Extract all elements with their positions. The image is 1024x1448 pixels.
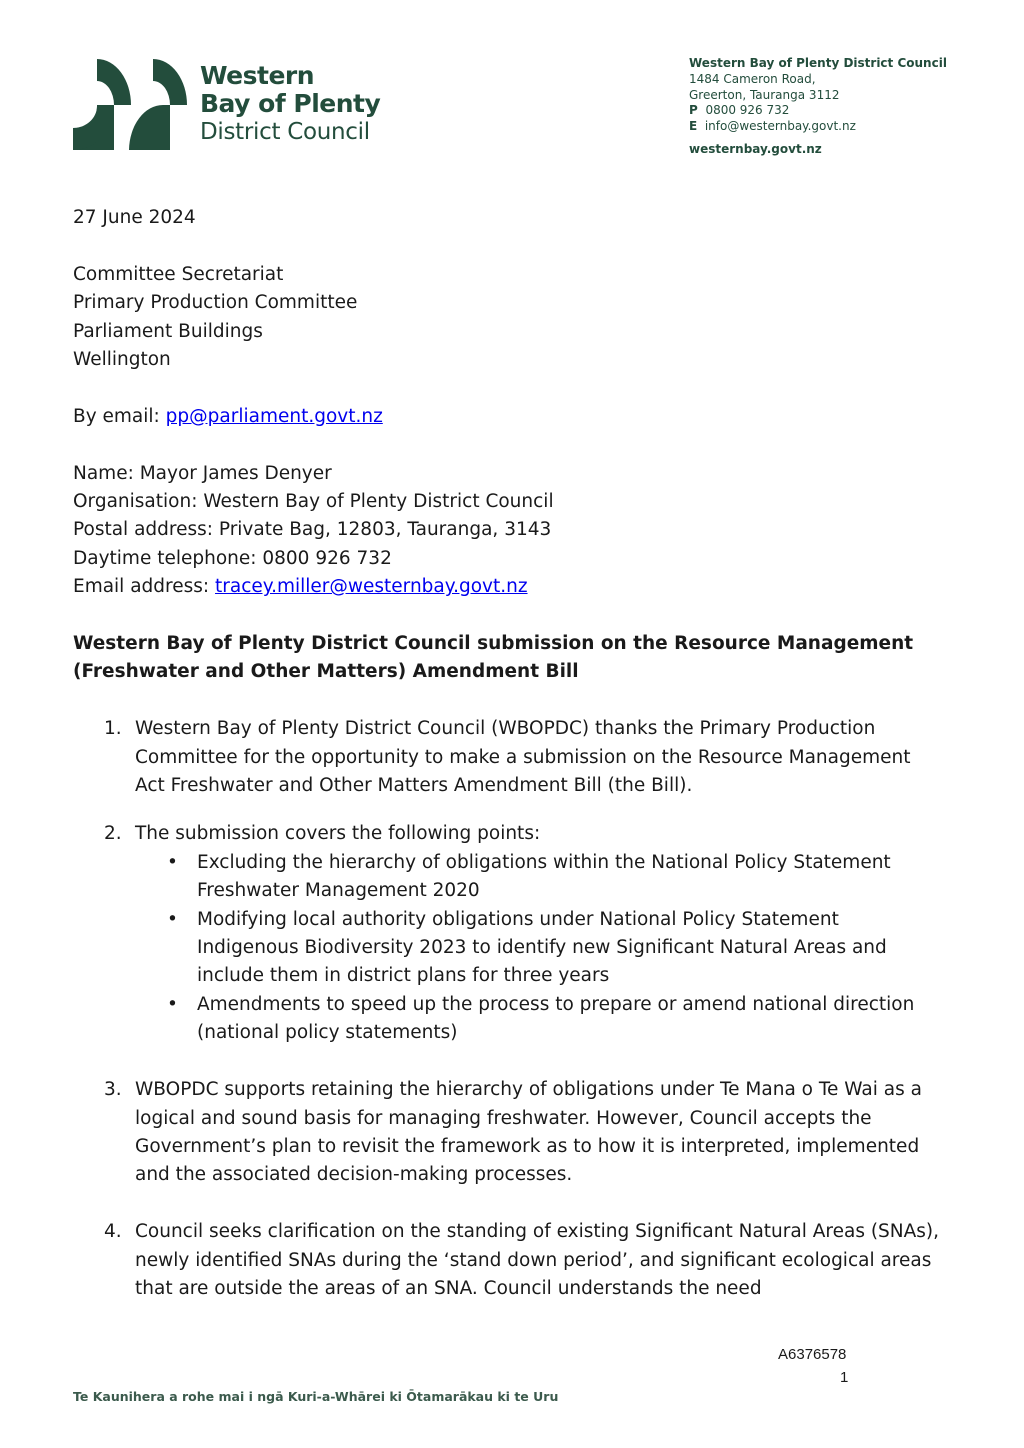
- by-email: [73, 403, 943, 431]
- letter-body: [73, 204, 943, 1303]
- point-number: 1.: [104, 718, 122, 740]
- bullet-icon: •: [167, 993, 178, 1015]
- submitter-org: Organisation: Western Bay of Plenty District Council: [73, 491, 554, 513]
- phone-label: P: [689, 103, 698, 118]
- recipient-line: Primary Production Committee: [73, 292, 358, 314]
- logo-mark-right-bottom: [129, 105, 170, 150]
- bullet-text: Excluding the hierarchy of obligations within the National Policy Statement Freshwater Management 2020: [197, 851, 891, 902]
- address-org: Western Bay of Plenty District Council: [689, 56, 947, 70]
- submitter-name: Name: Mayor James Denyer: [73, 462, 332, 484]
- submitter-email-link[interactable]: tracey.miller@westernbay.govt.nz: [215, 576, 528, 598]
- bullet-text: Modifying local authority obligations under National Policy Statement Indigenous Biodiversity 2023 to identify new Significant Natural Areas and include them in district plans for three years: [197, 908, 887, 987]
- point-text: Council seeks clarification on the standing of existing Significant Natural Areas (SNAs), newly identified SNAs during the ‘stand down period’, and significant ecological areas that are outside the areas of an SNA. Council understands the need: [135, 1221, 940, 1299]
- point-4: [73, 1218, 943, 1303]
- email-label: E: [689, 119, 698, 134]
- recipient-line: Wellington: [73, 349, 171, 371]
- recipient-line: Parliament Buildings: [73, 320, 263, 342]
- point-number: 2.: [104, 823, 122, 845]
- letter-date: 27 June 2024: [73, 207, 196, 228]
- by-email-link[interactable]: pp@parliament.govt.nz: [165, 405, 383, 427]
- point-text: The submission covers the following points:: [135, 823, 541, 845]
- page-number: 1: [840, 1369, 849, 1386]
- letterhead-address: [689, 56, 947, 158]
- document-reference: A6376578: [778, 1346, 847, 1363]
- address-phone: [689, 103, 947, 119]
- submission-title: Western Bay of Plenty District Council submission on the Resource Management: [73, 633, 914, 655]
- submitter-phone: Daytime telephone: 0800 926 732: [73, 547, 392, 569]
- logo-wordmark: [200, 62, 380, 146]
- bullet-item: [73, 906, 943, 991]
- point-2: [73, 820, 943, 848]
- logo-mark-left-top: [97, 59, 131, 105]
- submitter-email: [73, 573, 943, 601]
- submission-title: (Freshwater and Other Matters) Amendment Bill: [73, 661, 579, 683]
- bullet-item: [73, 849, 943, 906]
- submitter-email-label: Email address:: [73, 576, 216, 598]
- website: westernbay.govt.nz: [689, 141, 822, 156]
- address-city: Greerton, Tauranga 3112: [689, 87, 840, 102]
- recipient-line: Committee Secretariat: [73, 263, 284, 285]
- address-email: [689, 119, 947, 135]
- email-value: info@westernbay.govt.nz: [704, 119, 856, 134]
- bullet-icon: •: [167, 908, 178, 930]
- point-3: [73, 1076, 943, 1190]
- point-number: 4.: [104, 1221, 122, 1243]
- phone-value: 0800 926 732: [705, 103, 790, 118]
- numbered-points: [73, 715, 943, 1303]
- point-text: WBOPDC supports retaining the hierarchy of obligations under Te Mana o Te Wai as a logical and sound basis for managing freshwater. However, Council accepts the Government’s plan to revisit the framework as to how it is interpreted, implemented and the associated decision-making processes.: [135, 1079, 922, 1186]
- point-text: Western Bay of Plenty District Council (WBOPDC) thanks the Primary Production Committee for the opportunity to make a submission on the Resource Management Act Freshwater and Other Matters Amendment Bill (the Bill).: [135, 718, 911, 797]
- logo-line: District Council: [200, 119, 370, 145]
- logo-line: Western: [200, 61, 315, 90]
- submitter-postal: Postal address: Private Bag, 12803, Tauranga, 3143: [73, 519, 552, 541]
- by-email-label: By email:: [73, 405, 166, 427]
- point-1: [73, 715, 943, 800]
- bullet-text: Amendments to speed up the process to prepare or amend national direction (national policy statements): [197, 993, 915, 1044]
- logo-mark-right-top: [153, 59, 187, 105]
- bullet-item: [73, 991, 943, 1048]
- address-street: 1484 Cameron Road,: [689, 71, 816, 86]
- point-number: 3.: [104, 1079, 122, 1101]
- logo-line: Bay of Plenty: [200, 89, 381, 118]
- bullet-icon: •: [167, 851, 178, 873]
- footer-tagline: Te Kaunihera a rohe mai i ngā Kuri-a-Whārei ki Ōtamarākau ki te Uru: [73, 1389, 559, 1404]
